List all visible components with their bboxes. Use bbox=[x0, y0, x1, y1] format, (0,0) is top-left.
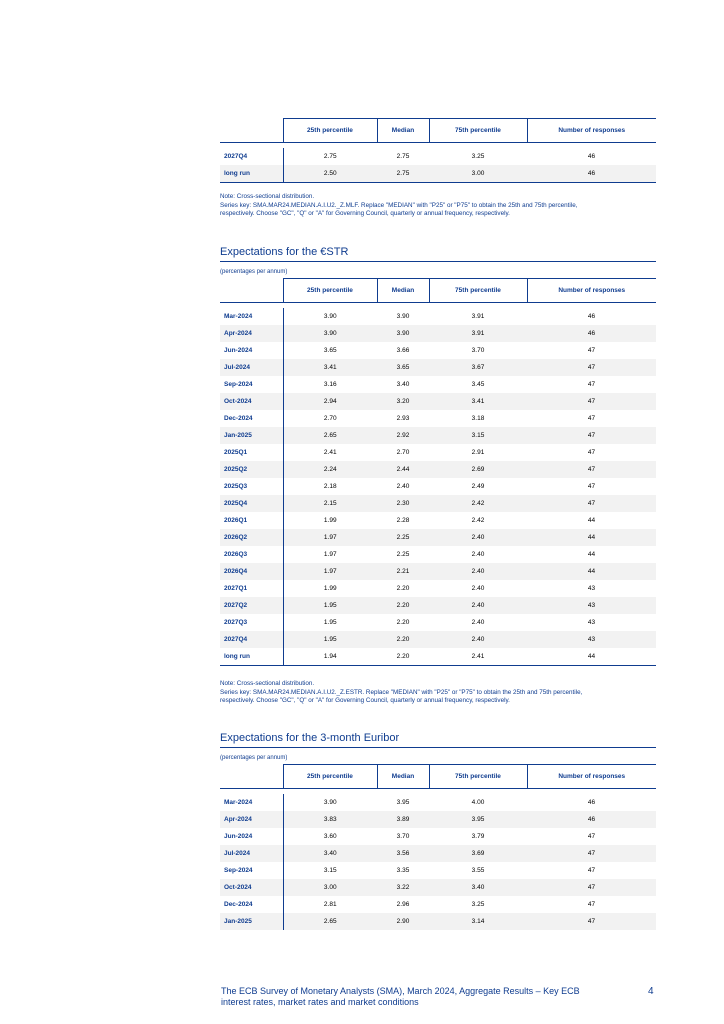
table-cell: 3.40 bbox=[429, 879, 527, 896]
table-cell: 2.41 bbox=[283, 444, 377, 461]
table-cell: 3.95 bbox=[429, 811, 527, 828]
table-cell: 3.40 bbox=[283, 845, 377, 862]
table-row bbox=[220, 512, 656, 529]
table-cell: 3.00 bbox=[283, 879, 377, 896]
table-cell: 2.20 bbox=[377, 631, 429, 648]
table-header-row bbox=[220, 119, 656, 143]
table-row bbox=[220, 597, 656, 614]
table-cell: 2.40 bbox=[429, 631, 527, 648]
table-cell: 2.49 bbox=[471, 482, 485, 490]
table-row bbox=[220, 308, 656, 325]
table-cell: 2.91 bbox=[471, 448, 485, 456]
table-cell: 2.75 bbox=[396, 152, 410, 160]
table-row bbox=[220, 461, 656, 478]
table-cell: 47 bbox=[527, 461, 656, 478]
table-cell: 2.25 bbox=[396, 550, 410, 558]
table-row bbox=[220, 828, 656, 845]
table-row bbox=[220, 563, 656, 580]
table-cell: 1.99 bbox=[283, 512, 377, 529]
row-label: Oct-2024 bbox=[220, 393, 283, 410]
row-label: 2027Q3 bbox=[224, 618, 248, 626]
table-cell: 46 bbox=[587, 152, 596, 160]
note-line: respectively. Choose "GC", "Q" or "A" for Governing Council, quarterly or annual frequency, respectively. bbox=[220, 210, 510, 217]
table-cell: 2.40 bbox=[471, 550, 485, 558]
row-label: 2025Q2 bbox=[220, 461, 283, 478]
table-row bbox=[220, 546, 656, 563]
table-cell: 2.70 bbox=[283, 410, 377, 427]
table-cell: 2.25 bbox=[377, 529, 429, 546]
table-cell: 47 bbox=[527, 879, 656, 896]
mlf-table-body bbox=[220, 143, 656, 183]
table-row bbox=[220, 879, 656, 896]
table-row bbox=[220, 478, 656, 495]
euribor-table-body bbox=[220, 789, 656, 930]
table-cell: 2.15 bbox=[283, 495, 377, 512]
table-row bbox=[220, 376, 656, 393]
row-label: Oct-2024 bbox=[220, 879, 283, 896]
table-section-estr bbox=[220, 244, 656, 666]
table-row bbox=[220, 342, 656, 359]
table-cell: 3.90 bbox=[283, 308, 377, 325]
mlf-note bbox=[220, 193, 656, 219]
table-cell: 3.65 bbox=[283, 342, 377, 359]
row-label: Sep-2024 bbox=[224, 380, 253, 388]
table-row bbox=[220, 529, 656, 546]
row-label: Apr-2024 bbox=[220, 325, 283, 342]
row-label: 2027Q2 bbox=[220, 597, 283, 614]
column-header: Number of responses bbox=[527, 765, 656, 789]
table-cell: 2.40 bbox=[396, 482, 410, 490]
table-row bbox=[220, 845, 656, 862]
column-header: Median bbox=[377, 279, 429, 303]
page-number: 4 bbox=[648, 986, 654, 997]
table-cell: 3.20 bbox=[377, 393, 429, 410]
table-cell: 2.92 bbox=[377, 427, 429, 444]
estr-note bbox=[220, 680, 656, 706]
table-cell: 3.00 bbox=[429, 165, 527, 183]
section-title: Expectations for the €STR bbox=[220, 244, 656, 262]
table-row bbox=[220, 913, 656, 930]
section-subtitle: (percentages per annum) bbox=[220, 269, 288, 275]
table-cell: 1.95 bbox=[283, 614, 377, 631]
table-cell: 2.20 bbox=[377, 648, 429, 666]
table-cell: 3.95 bbox=[396, 798, 410, 806]
table-cell: 3.15 bbox=[429, 427, 527, 444]
row-label: 2025Q3 bbox=[224, 482, 248, 490]
table-cell: 2.93 bbox=[396, 414, 410, 422]
table-row bbox=[220, 165, 656, 183]
table-cell: 47 bbox=[587, 482, 596, 490]
table-row bbox=[220, 427, 656, 444]
table-cell: 46 bbox=[527, 165, 656, 183]
table-cell: 3.70 bbox=[471, 346, 485, 354]
table-cell: 3.14 bbox=[429, 913, 527, 930]
table-cell: 1.99 bbox=[283, 580, 377, 597]
table-cell: 3.60 bbox=[283, 828, 377, 845]
table-cell: 3.40 bbox=[396, 380, 410, 388]
table-cell: 3.90 bbox=[283, 325, 377, 342]
column-header-blank bbox=[220, 119, 283, 143]
table-cell: 2.65 bbox=[283, 913, 377, 930]
table-cell: 2.40 bbox=[429, 529, 527, 546]
table-cell: 2.75 bbox=[283, 148, 377, 165]
table-cell: 2.24 bbox=[283, 461, 377, 478]
table-cell: 2.42 bbox=[471, 516, 485, 524]
table-cell: 47 bbox=[587, 448, 596, 456]
table-cell: 2.90 bbox=[377, 913, 429, 930]
table-cell: 43 bbox=[527, 631, 656, 648]
table-cell: 2.65 bbox=[283, 427, 377, 444]
table-cell: 46 bbox=[527, 811, 656, 828]
row-label: Jul-2024 bbox=[220, 359, 283, 376]
table-cell: 3.70 bbox=[396, 832, 410, 840]
table-cell: 46 bbox=[587, 312, 596, 320]
table-row bbox=[220, 359, 656, 376]
row-label: 2026Q3 bbox=[224, 550, 248, 558]
row-label: Dec-2024 bbox=[224, 414, 253, 422]
row-label: Jun-2024 bbox=[224, 832, 253, 840]
euribor-table bbox=[220, 764, 656, 930]
table-cell: 47 bbox=[527, 845, 656, 862]
table-cell: 47 bbox=[587, 832, 596, 840]
table-row bbox=[220, 148, 656, 165]
note-line: respectively. Choose "GC", "Q" or "A" for Governing Council, quarterly or annual frequency, respectively. bbox=[220, 697, 510, 704]
table-row bbox=[220, 410, 656, 427]
row-label: Dec-2024 bbox=[224, 900, 253, 908]
table-cell: 47 bbox=[587, 866, 596, 874]
table-cell: 3.25 bbox=[471, 900, 485, 908]
table-cell: 47 bbox=[587, 900, 596, 908]
estr-table bbox=[220, 278, 656, 666]
table-cell: 3.15 bbox=[283, 862, 377, 879]
column-header: 75th percentile bbox=[429, 765, 527, 789]
page-footer bbox=[221, 986, 631, 1008]
row-label: 2027Q1 bbox=[224, 584, 248, 592]
table-cell: 2.40 bbox=[429, 597, 527, 614]
table-cell: 1.97 bbox=[283, 529, 377, 546]
table-cell: 3.16 bbox=[283, 376, 377, 393]
note-line: Series key: SMA.MAR24.MEDIAN.A.I.U2._Z.MLF. Replace "MEDIAN" with "P25" or "P75" to obtain the 25th and 75th percentile, bbox=[220, 201, 578, 209]
table-cell: 2.44 bbox=[377, 461, 429, 478]
table-cell: 2.40 bbox=[471, 618, 485, 626]
table-row bbox=[220, 444, 656, 461]
table-cell: 3.89 bbox=[377, 811, 429, 828]
table-header-row bbox=[220, 279, 656, 303]
row-label: Jun-2024 bbox=[224, 346, 253, 354]
table-cell: 3.56 bbox=[377, 845, 429, 862]
row-label: Mar-2024 bbox=[224, 798, 253, 806]
row-label: Sep-2024 bbox=[224, 866, 253, 874]
row-label: 2025Q4 bbox=[220, 495, 283, 512]
table-row bbox=[220, 580, 656, 597]
table-cell: 47 bbox=[587, 414, 596, 422]
table-cell: 3.67 bbox=[429, 359, 527, 376]
column-header: 75th percentile bbox=[429, 279, 527, 303]
table-cell: 43 bbox=[587, 618, 596, 626]
section-subtitle: (percentages per annum) bbox=[220, 755, 288, 761]
table-cell: 3.25 bbox=[471, 152, 485, 160]
table-cell: 3.90 bbox=[283, 794, 377, 811]
row-label: Jul-2024 bbox=[220, 845, 283, 862]
table-cell: 47 bbox=[527, 495, 656, 512]
table-cell: 2.20 bbox=[377, 597, 429, 614]
table-row bbox=[220, 794, 656, 811]
table-cell: 2.28 bbox=[396, 516, 410, 524]
table-cell: 3.22 bbox=[377, 879, 429, 896]
row-label: Jan-2025 bbox=[220, 427, 283, 444]
estr-table-body bbox=[220, 303, 656, 666]
note-line: Note: Cross-sectional distribution. bbox=[220, 193, 315, 200]
column-header: 75th percentile bbox=[429, 119, 527, 143]
table-cell: 3.55 bbox=[471, 866, 485, 874]
row-label: 2027Q4 bbox=[224, 152, 248, 160]
table-cell: 3.91 bbox=[471, 312, 485, 320]
row-label: long run bbox=[220, 648, 283, 666]
table-cell: 47 bbox=[527, 427, 656, 444]
row-label: long run bbox=[220, 165, 283, 183]
table-cell: 3.35 bbox=[396, 866, 410, 874]
note-line: Note: Cross-sectional distribution. bbox=[220, 680, 315, 687]
table-cell: 2.20 bbox=[396, 584, 410, 592]
table-row bbox=[220, 325, 656, 342]
table-row bbox=[220, 811, 656, 828]
table-cell: 2.70 bbox=[396, 448, 410, 456]
table-cell: 3.90 bbox=[377, 325, 429, 342]
row-label: 2026Q2 bbox=[220, 529, 283, 546]
footer-line: The ECB Survey of Monetary Analysts (SMA), March 2024, Aggregate Results – Key ECB bbox=[221, 986, 580, 996]
table-cell: 1.97 bbox=[283, 563, 377, 580]
section-title: Expectations for the 3-month Euribor bbox=[220, 730, 656, 748]
table-cell: 3.83 bbox=[283, 811, 377, 828]
table-section-euribor bbox=[220, 730, 656, 930]
table-cell: 44 bbox=[587, 550, 596, 558]
table-cell: 2.42 bbox=[429, 495, 527, 512]
table-cell: 2.40 bbox=[471, 584, 485, 592]
column-header: Number of responses bbox=[527, 279, 656, 303]
table-cell: 47 bbox=[587, 346, 596, 354]
table-cell: 2.21 bbox=[377, 563, 429, 580]
table-cell: 44 bbox=[527, 648, 656, 666]
row-label: 2026Q1 bbox=[224, 516, 248, 524]
table-header-row bbox=[220, 765, 656, 789]
table-cell: 2.96 bbox=[396, 900, 410, 908]
table-row bbox=[220, 896, 656, 913]
table-cell: 2.40 bbox=[429, 563, 527, 580]
footer-line: interest rates, market rates and market conditions bbox=[221, 997, 419, 1007]
table-cell: 3.41 bbox=[429, 393, 527, 410]
table-cell: 3.66 bbox=[396, 346, 410, 354]
table-cell: 47 bbox=[527, 393, 656, 410]
table-cell: 2.94 bbox=[283, 393, 377, 410]
table-cell: 46 bbox=[527, 325, 656, 342]
column-header: Number of responses bbox=[527, 119, 656, 143]
column-header-blank bbox=[220, 765, 283, 789]
table-cell: 1.95 bbox=[283, 631, 377, 648]
table-cell: 2.50 bbox=[283, 165, 377, 183]
table-cell: 2.69 bbox=[429, 461, 527, 478]
note-line: Series key: SMA.MAR24.MEDIAN.A.I.U2._Z.ESTR. Replace "MEDIAN" with "P25" or "P75" to obtain the 25th and 75th percentile, bbox=[220, 688, 583, 696]
table-cell: 3.41 bbox=[283, 359, 377, 376]
table-cell: 3.91 bbox=[429, 325, 527, 342]
column-header: 25th percentile bbox=[283, 765, 377, 789]
table-cell: 46 bbox=[587, 798, 596, 806]
row-label: 2027Q4 bbox=[220, 631, 283, 648]
table-cell: 2.18 bbox=[283, 478, 377, 495]
table-cell: 2.81 bbox=[283, 896, 377, 913]
table-section-mlf bbox=[220, 118, 656, 183]
table-cell: 3.18 bbox=[471, 414, 485, 422]
table-cell: 4.00 bbox=[471, 798, 485, 806]
table-cell: 2.30 bbox=[377, 495, 429, 512]
table-cell: 3.90 bbox=[396, 312, 410, 320]
table-cell: 2.20 bbox=[396, 618, 410, 626]
table-cell: 3.45 bbox=[471, 380, 485, 388]
table-row bbox=[220, 614, 656, 631]
row-label: Mar-2024 bbox=[224, 312, 253, 320]
row-label: Apr-2024 bbox=[220, 811, 283, 828]
column-header: Median bbox=[377, 119, 429, 143]
table-cell: 3.79 bbox=[471, 832, 485, 840]
column-header-blank bbox=[220, 279, 283, 303]
table-cell: 44 bbox=[527, 529, 656, 546]
table-cell: 2.75 bbox=[377, 165, 429, 183]
table-row bbox=[220, 648, 656, 666]
table-row bbox=[220, 495, 656, 512]
table-row bbox=[220, 393, 656, 410]
column-header: 25th percentile bbox=[283, 279, 377, 303]
table-row bbox=[220, 862, 656, 879]
column-header: Median bbox=[377, 765, 429, 789]
row-label: 2026Q4 bbox=[220, 563, 283, 580]
table-cell: 47 bbox=[527, 359, 656, 376]
table-cell: 47 bbox=[587, 380, 596, 388]
mlf-table bbox=[220, 118, 656, 183]
table-cell: 1.95 bbox=[283, 597, 377, 614]
table-cell: 1.97 bbox=[283, 546, 377, 563]
table-cell: 1.94 bbox=[283, 648, 377, 666]
table-cell: 43 bbox=[527, 597, 656, 614]
table-cell: 2.41 bbox=[429, 648, 527, 666]
row-label: 2025Q1 bbox=[224, 448, 248, 456]
table-cell: 44 bbox=[587, 516, 596, 524]
table-cell: 43 bbox=[587, 584, 596, 592]
table-cell: 3.65 bbox=[377, 359, 429, 376]
table-row bbox=[220, 631, 656, 648]
row-label: Jan-2025 bbox=[220, 913, 283, 930]
table-cell: 47 bbox=[527, 913, 656, 930]
table-cell: 3.69 bbox=[429, 845, 527, 862]
table-cell: 44 bbox=[527, 563, 656, 580]
column-header: 25th percentile bbox=[283, 119, 377, 143]
